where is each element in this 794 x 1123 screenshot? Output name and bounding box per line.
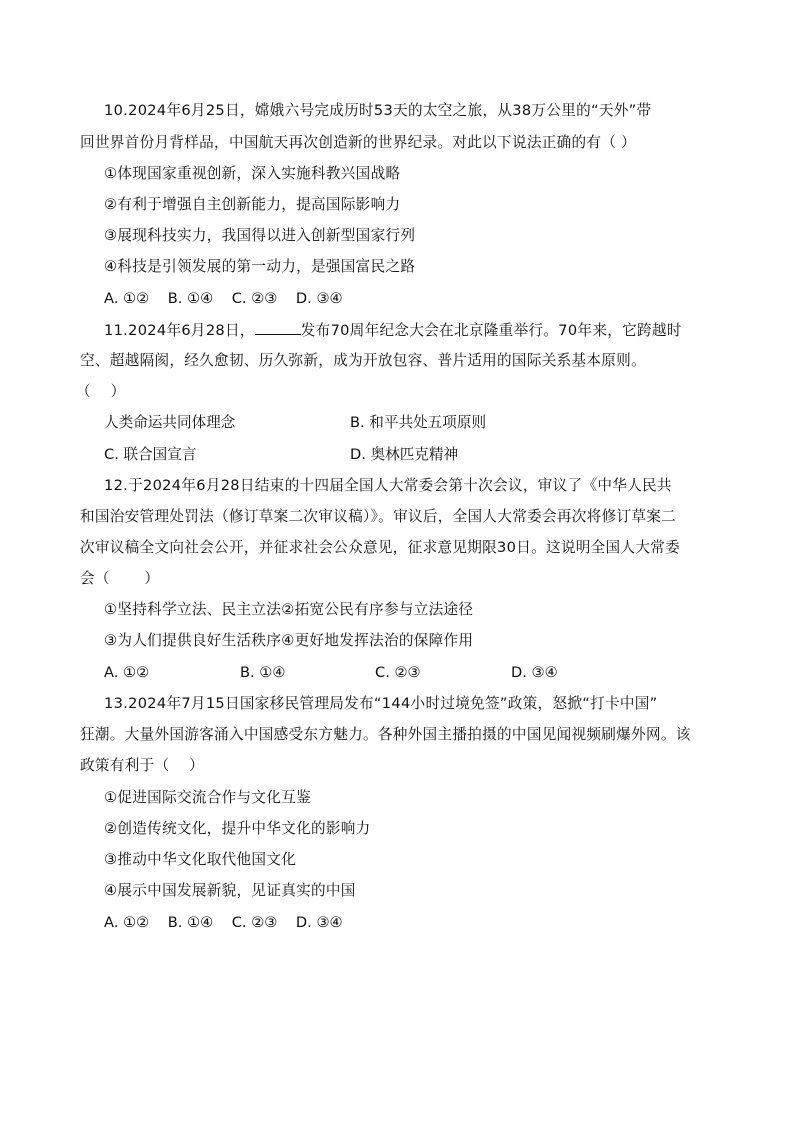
q12-statement-2: ③为人们提供良好生活秩序④更好地发挥法治的保障作用 (104, 632, 474, 649)
q11-stem-line2: 空、超越隔阂，经久愈韧、历久弥新，成为开放包容、普片适用的国际关系基本原则。 (80, 352, 646, 369)
q12-stem-line4: 会（ ） (80, 570, 160, 587)
q13-stem-line1: 13.2024年7月15日国家移民管理局发布“144小时过境免签”政策，怒掀“打卡中国” (104, 695, 658, 712)
q13-stem-line2: 狂潮。大量外国游客涌入中国感受东方魅力。各种外国主播拍摄的中国见闻视频刷爆外网。该 (80, 726, 691, 743)
q13-options: A. ①② B. ①④ C. ②③ D. ③④ (104, 914, 343, 931)
q11-answer-bracket: （ ） (76, 383, 126, 400)
q13-statement-4: ④展示中国发展新貌，见证真实的中国 (104, 882, 356, 899)
q11-answer-blank (255, 320, 301, 335)
q10-statement-4: ④科技是引领发展的第一动力，是强国富民之路 (104, 258, 416, 275)
q12-option-a: A. ①② (104, 664, 150, 681)
q10-stem-line2: 回世界首份月背样品，中国航天再次创造新的世界纪录。对此以下说法正确的有（ ） (80, 134, 637, 151)
q11-option-a: 人类命运共同体理念 (104, 414, 236, 431)
q12-statement-1: ①坚持科学立法、民主立法②拓宽公民有序参与立法途径 (104, 601, 474, 618)
q10-statement-2: ②有利于增强自主创新能力，提高国际影响力 (104, 196, 401, 213)
q10-stem-line1: 10.2024年6月25日，嫦娥六号完成历时53天的太空之旅，从38万公里的“天外”带 (104, 102, 652, 119)
q11-option-d: D. 奥林匹克精神 (350, 446, 459, 463)
q11-stem-line1-post: 发布70周年纪念大会在北京隆重举行。70年来，它跨越时 (300, 322, 682, 339)
q13-statement-1: ①促进国际交流合作与文化互鉴 (104, 789, 312, 806)
q13-stem-line3: 政策有利于（ ） (80, 757, 205, 774)
q10-statement-3: ③展现科技实力，我国得以进入创新型国家行列 (104, 227, 416, 244)
q11-option-c: C. 联合国宣言 (104, 446, 197, 463)
q10-options: A. ①② B. ①④ C. ②③ D. ③④ (104, 290, 343, 307)
q12-option-c: C. ②③ (375, 664, 421, 681)
q12-stem-line1: 12.于2024年6月28日结束的十四届全国人大常委会第十次会议，审议了《中华人民共 (104, 477, 672, 494)
q11-stem-line1-pre: 11.2024年6月28日， (104, 322, 255, 339)
q12-option-d: D. ③④ (511, 664, 558, 681)
q13-statement-3: ③推动中华文化取代他国文化 (104, 851, 297, 868)
q10-statement-1: ①体现国家重视创新，深入实施科教兴国战略 (104, 165, 401, 182)
q12-stem-line2: 和国治安管理处罚法（修订草案二次审议稿）》。审议后，全国人大常委会再次将修订草案二 (80, 508, 677, 525)
q12-stem-line3: 次审议稿全文向社会公开，并征求社会公众意见，征求意见期限30日。这说明全国人大常委 (80, 539, 681, 556)
q11-stem-line1 (104, 320, 682, 341)
q11-option-b: B. 和平共处五项原则 (350, 414, 487, 431)
q12-option-b: B. ①④ (240, 664, 286, 681)
q13-statement-2: ②创造传统文化，提升中华文化的影响力 (104, 820, 371, 837)
